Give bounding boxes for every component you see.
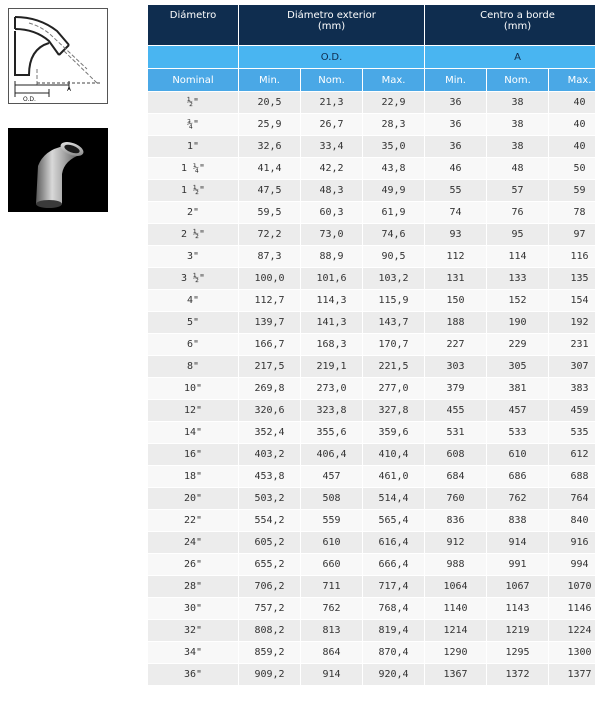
cell-nominal: ½" bbox=[148, 92, 239, 114]
table-row bbox=[148, 180, 595, 202]
cell-a-nom: 762 bbox=[487, 488, 549, 510]
cell-od-nom: 610 bbox=[301, 532, 363, 554]
cell-od-min: 605,2 bbox=[239, 532, 301, 554]
cell-a-min: 227 bbox=[425, 334, 487, 356]
cell-a-max: 192 bbox=[549, 312, 595, 334]
cell-od-max: 327,8 bbox=[363, 400, 425, 422]
cell-nominal: 2" bbox=[148, 202, 239, 224]
cell-a-min: 36 bbox=[425, 136, 487, 158]
cell-a-nom: 686 bbox=[487, 466, 549, 488]
cell-a-nom: 1295 bbox=[487, 642, 549, 664]
cell-od-min: 217,5 bbox=[239, 356, 301, 378]
table-row bbox=[148, 246, 595, 268]
cell-nominal: 18" bbox=[148, 466, 239, 488]
cell-a-min: 684 bbox=[425, 466, 487, 488]
cell-a-nom: 533 bbox=[487, 422, 549, 444]
cell-od-min: 41,4 bbox=[239, 158, 301, 180]
cell-od-min: 20,5 bbox=[239, 92, 301, 114]
cell-od-min: 859,2 bbox=[239, 642, 301, 664]
header-nominal: Nominal bbox=[148, 69, 239, 92]
cell-od-max: 221,5 bbox=[363, 356, 425, 378]
cell-a-min: 836 bbox=[425, 510, 487, 532]
header-row-columns bbox=[148, 69, 595, 92]
table-row bbox=[148, 422, 595, 444]
cell-nominal: 24" bbox=[148, 532, 239, 554]
cell-a-max: 59 bbox=[549, 180, 595, 202]
cell-od-nom: 88,9 bbox=[301, 246, 363, 268]
cell-od-nom: 101,6 bbox=[301, 268, 363, 290]
cell-nominal: 4" bbox=[148, 290, 239, 312]
cell-a-nom: 95 bbox=[487, 224, 549, 246]
cell-nominal: 22" bbox=[148, 510, 239, 532]
cell-a-max: 135 bbox=[549, 268, 595, 290]
cell-od-min: 808,2 bbox=[239, 620, 301, 642]
cell-od-nom: 273,0 bbox=[301, 378, 363, 400]
cell-a-nom: 991 bbox=[487, 554, 549, 576]
cell-nominal: 3" bbox=[148, 246, 239, 268]
table-row bbox=[148, 202, 595, 224]
table-row bbox=[148, 92, 595, 114]
cell-a-max: 994 bbox=[549, 554, 595, 576]
cell-a-nom: 152 bbox=[487, 290, 549, 312]
table-row bbox=[148, 158, 595, 180]
cell-a-nom: 76 bbox=[487, 202, 549, 224]
elbow-photo-svg bbox=[8, 128, 108, 212]
cell-od-max: 870,4 bbox=[363, 642, 425, 664]
cell-od-min: 139,7 bbox=[239, 312, 301, 334]
cell-a-min: 1214 bbox=[425, 620, 487, 642]
cell-od-max: 666,4 bbox=[363, 554, 425, 576]
cell-od-min: 59,5 bbox=[239, 202, 301, 224]
cell-a-nom: 1219 bbox=[487, 620, 549, 642]
cell-a-max: 688 bbox=[549, 466, 595, 488]
cell-a-min: 455 bbox=[425, 400, 487, 422]
header-a-min: Min. bbox=[425, 69, 487, 92]
cell-a-min: 150 bbox=[425, 290, 487, 312]
header-row-titles bbox=[148, 5, 595, 46]
cell-od-max: 819,4 bbox=[363, 620, 425, 642]
header-a-nom: Nom. bbox=[487, 69, 549, 92]
cell-a-max: 1224 bbox=[549, 620, 595, 642]
cell-od-max: 43,8 bbox=[363, 158, 425, 180]
cell-od-nom: 219,1 bbox=[301, 356, 363, 378]
cell-od-min: 87,3 bbox=[239, 246, 301, 268]
cell-od-nom: 33,4 bbox=[301, 136, 363, 158]
cell-od-min: 706,2 bbox=[239, 576, 301, 598]
cell-nominal: 26" bbox=[148, 554, 239, 576]
table-row bbox=[148, 576, 595, 598]
cell-od-nom: 60,3 bbox=[301, 202, 363, 224]
header-od-min: Min. bbox=[239, 69, 301, 92]
cell-od-max: 22,9 bbox=[363, 92, 425, 114]
table-row bbox=[148, 620, 595, 642]
cell-od-nom: 141,3 bbox=[301, 312, 363, 334]
table-row bbox=[148, 554, 595, 576]
cell-a-min: 1064 bbox=[425, 576, 487, 598]
cell-a-min: 131 bbox=[425, 268, 487, 290]
cell-a-nom: 1067 bbox=[487, 576, 549, 598]
cell-od-max: 115,9 bbox=[363, 290, 425, 312]
cell-od-max: 35,0 bbox=[363, 136, 425, 158]
cell-a-min: 74 bbox=[425, 202, 487, 224]
cell-a-nom: 229 bbox=[487, 334, 549, 356]
elbow-drawing-svg bbox=[9, 9, 107, 103]
cell-od-min: 269,8 bbox=[239, 378, 301, 400]
cell-od-nom: 914 bbox=[301, 664, 363, 686]
cell-od-min: 166,7 bbox=[239, 334, 301, 356]
drawing-label-od: O.D. bbox=[23, 96, 36, 103]
cell-a-min: 608 bbox=[425, 444, 487, 466]
cell-a-min: 531 bbox=[425, 422, 487, 444]
header-diametro-exterior-label: Diámetro exterior bbox=[287, 10, 376, 21]
cell-od-nom: 323,8 bbox=[301, 400, 363, 422]
cell-od-max: 410,4 bbox=[363, 444, 425, 466]
header-od-nom: Nom. bbox=[301, 69, 363, 92]
cell-a-nom: 1372 bbox=[487, 664, 549, 686]
cell-od-max: 74,6 bbox=[363, 224, 425, 246]
cell-a-min: 1367 bbox=[425, 664, 487, 686]
elbow-dimensions-table bbox=[147, 4, 595, 686]
cell-od-min: 320,6 bbox=[239, 400, 301, 422]
cell-od-nom: 21,3 bbox=[301, 92, 363, 114]
cell-a-max: 154 bbox=[549, 290, 595, 312]
cell-od-nom: 813 bbox=[301, 620, 363, 642]
table-row bbox=[148, 400, 595, 422]
cell-od-min: 72,2 bbox=[239, 224, 301, 246]
header-diametro-exterior bbox=[239, 5, 425, 46]
cell-a-min: 55 bbox=[425, 180, 487, 202]
cell-od-max: 103,2 bbox=[363, 268, 425, 290]
cell-a-max: 459 bbox=[549, 400, 595, 422]
header-centro-a-borde-unit: (mm) bbox=[503, 21, 532, 32]
cell-a-min: 1140 bbox=[425, 598, 487, 620]
cell-nominal: 1" bbox=[148, 136, 239, 158]
cell-od-max: 461,0 bbox=[363, 466, 425, 488]
cell-od-max: 359,6 bbox=[363, 422, 425, 444]
cell-od-min: 32,6 bbox=[239, 136, 301, 158]
cell-a-min: 303 bbox=[425, 356, 487, 378]
cell-a-max: 916 bbox=[549, 532, 595, 554]
table-body bbox=[148, 92, 595, 686]
table-row bbox=[148, 466, 595, 488]
cell-nominal: 12" bbox=[148, 400, 239, 422]
table-row bbox=[148, 510, 595, 532]
cell-od-max: 717,4 bbox=[363, 576, 425, 598]
cell-od-min: 909,2 bbox=[239, 664, 301, 686]
cell-a-min: 188 bbox=[425, 312, 487, 334]
cell-od-max: 514,4 bbox=[363, 488, 425, 510]
cell-a-max: 1300 bbox=[549, 642, 595, 664]
cell-a-max: 78 bbox=[549, 202, 595, 224]
cell-od-nom: 42,2 bbox=[301, 158, 363, 180]
cell-nominal: ¾" bbox=[148, 114, 239, 136]
table-row bbox=[148, 642, 595, 664]
cell-od-min: 453,8 bbox=[239, 466, 301, 488]
cell-od-nom: 660 bbox=[301, 554, 363, 576]
cell-od-min: 655,2 bbox=[239, 554, 301, 576]
cell-a-nom: 114 bbox=[487, 246, 549, 268]
cell-od-min: 100,0 bbox=[239, 268, 301, 290]
cell-a-max: 50 bbox=[549, 158, 595, 180]
cell-a-min: 36 bbox=[425, 92, 487, 114]
cell-nominal: 20" bbox=[148, 488, 239, 510]
cell-od-max: 61,9 bbox=[363, 202, 425, 224]
cell-nominal: 36" bbox=[148, 664, 239, 686]
header-diametro-exterior-unit: (mm) bbox=[317, 21, 346, 32]
cell-a-max: 40 bbox=[549, 114, 595, 136]
cell-od-max: 143,7 bbox=[363, 312, 425, 334]
header-od: O.D. bbox=[239, 46, 425, 69]
table-row bbox=[148, 224, 595, 246]
cell-a-max: 1377 bbox=[549, 664, 595, 686]
cell-od-max: 768,4 bbox=[363, 598, 425, 620]
cell-od-nom: 864 bbox=[301, 642, 363, 664]
header-empty-cell bbox=[148, 46, 239, 69]
cell-a-max: 307 bbox=[549, 356, 595, 378]
cell-nominal: 6" bbox=[148, 334, 239, 356]
header-a: A bbox=[425, 46, 595, 69]
cell-a-nom: 610 bbox=[487, 444, 549, 466]
cell-od-nom: 73,0 bbox=[301, 224, 363, 246]
cell-od-nom: 114,3 bbox=[301, 290, 363, 312]
cell-a-nom: 48 bbox=[487, 158, 549, 180]
cell-od-max: 49,9 bbox=[363, 180, 425, 202]
cell-od-nom: 406,4 bbox=[301, 444, 363, 466]
cell-od-max: 565,4 bbox=[363, 510, 425, 532]
cell-od-nom: 355,6 bbox=[301, 422, 363, 444]
cell-nominal: 34" bbox=[148, 642, 239, 664]
cell-a-min: 46 bbox=[425, 158, 487, 180]
elbow-photo bbox=[8, 128, 108, 212]
header-a-max: Max. bbox=[549, 69, 595, 92]
cell-a-max: 1146 bbox=[549, 598, 595, 620]
cell-a-max: 40 bbox=[549, 92, 595, 114]
cell-od-min: 112,7 bbox=[239, 290, 301, 312]
cell-a-max: 116 bbox=[549, 246, 595, 268]
table-row bbox=[148, 356, 595, 378]
cell-a-nom: 305 bbox=[487, 356, 549, 378]
cell-a-nom: 1143 bbox=[487, 598, 549, 620]
cell-a-nom: 38 bbox=[487, 92, 549, 114]
cell-od-nom: 168,3 bbox=[301, 334, 363, 356]
header-centro-a-borde bbox=[425, 5, 595, 46]
cell-od-max: 920,4 bbox=[363, 664, 425, 686]
cell-a-nom: 838 bbox=[487, 510, 549, 532]
cell-nominal: 3 ½" bbox=[148, 268, 239, 290]
cell-a-max: 840 bbox=[549, 510, 595, 532]
cell-a-min: 112 bbox=[425, 246, 487, 268]
cell-a-max: 535 bbox=[549, 422, 595, 444]
cell-od-min: 352,4 bbox=[239, 422, 301, 444]
cell-od-nom: 559 bbox=[301, 510, 363, 532]
elbow-technical-drawing bbox=[8, 8, 108, 104]
table-row bbox=[148, 598, 595, 620]
cell-a-nom: 457 bbox=[487, 400, 549, 422]
cell-od-min: 503,2 bbox=[239, 488, 301, 510]
cell-od-nom: 457 bbox=[301, 466, 363, 488]
cell-a-nom: 57 bbox=[487, 180, 549, 202]
cell-a-max: 1070 bbox=[549, 576, 595, 598]
cell-nominal: 1 ¼" bbox=[148, 158, 239, 180]
cell-nominal: 10" bbox=[148, 378, 239, 400]
cell-a-nom: 38 bbox=[487, 136, 549, 158]
cell-nominal: 30" bbox=[148, 598, 239, 620]
cell-od-min: 25,9 bbox=[239, 114, 301, 136]
cell-a-nom: 914 bbox=[487, 532, 549, 554]
table-row bbox=[148, 378, 595, 400]
table-row bbox=[148, 444, 595, 466]
table-row bbox=[148, 312, 595, 334]
cell-od-nom: 48,3 bbox=[301, 180, 363, 202]
cell-a-nom: 190 bbox=[487, 312, 549, 334]
cell-a-max: 764 bbox=[549, 488, 595, 510]
header-diametro: Diámetro bbox=[148, 5, 239, 46]
cell-a-max: 612 bbox=[549, 444, 595, 466]
cell-od-min: 757,2 bbox=[239, 598, 301, 620]
cell-a-max: 383 bbox=[549, 378, 595, 400]
cell-nominal: 16" bbox=[148, 444, 239, 466]
cell-od-nom: 26,7 bbox=[301, 114, 363, 136]
table-row bbox=[148, 532, 595, 554]
cell-od-min: 554,2 bbox=[239, 510, 301, 532]
cell-od-nom: 508 bbox=[301, 488, 363, 510]
cell-a-min: 988 bbox=[425, 554, 487, 576]
table-row bbox=[148, 334, 595, 356]
cell-od-max: 170,7 bbox=[363, 334, 425, 356]
header-od-max: Max. bbox=[363, 69, 425, 92]
table-row bbox=[148, 664, 595, 686]
table-row bbox=[148, 290, 595, 312]
table-row bbox=[148, 136, 595, 158]
drawing-label-a: A bbox=[67, 86, 72, 93]
cell-a-max: 40 bbox=[549, 136, 595, 158]
cell-od-nom: 711 bbox=[301, 576, 363, 598]
cell-a-nom: 133 bbox=[487, 268, 549, 290]
cell-a-min: 760 bbox=[425, 488, 487, 510]
cell-a-min: 912 bbox=[425, 532, 487, 554]
table-row bbox=[148, 114, 595, 136]
cell-od-max: 90,5 bbox=[363, 246, 425, 268]
cell-nominal: 1 ½" bbox=[148, 180, 239, 202]
header-centro-a-borde-label: Centro a borde bbox=[480, 10, 555, 21]
cell-od-max: 277,0 bbox=[363, 378, 425, 400]
cell-od-min: 403,2 bbox=[239, 444, 301, 466]
table-row bbox=[148, 488, 595, 510]
cell-nominal: 5" bbox=[148, 312, 239, 334]
cell-a-min: 1290 bbox=[425, 642, 487, 664]
cell-a-min: 379 bbox=[425, 378, 487, 400]
cell-nominal: 8" bbox=[148, 356, 239, 378]
cell-nominal: 2 ½" bbox=[148, 224, 239, 246]
cell-a-min: 36 bbox=[425, 114, 487, 136]
cell-nominal: 28" bbox=[148, 576, 239, 598]
cell-a-nom: 38 bbox=[487, 114, 549, 136]
table-row bbox=[148, 268, 595, 290]
header-row-symbols bbox=[148, 46, 595, 69]
cell-od-nom: 762 bbox=[301, 598, 363, 620]
cell-a-nom: 381 bbox=[487, 378, 549, 400]
cell-a-max: 231 bbox=[549, 334, 595, 356]
cell-od-max: 28,3 bbox=[363, 114, 425, 136]
cell-a-max: 97 bbox=[549, 224, 595, 246]
cell-od-min: 47,5 bbox=[239, 180, 301, 202]
cell-nominal: 32" bbox=[148, 620, 239, 642]
cell-a-min: 93 bbox=[425, 224, 487, 246]
cell-nominal: 14" bbox=[148, 422, 239, 444]
cell-od-max: 616,4 bbox=[363, 532, 425, 554]
